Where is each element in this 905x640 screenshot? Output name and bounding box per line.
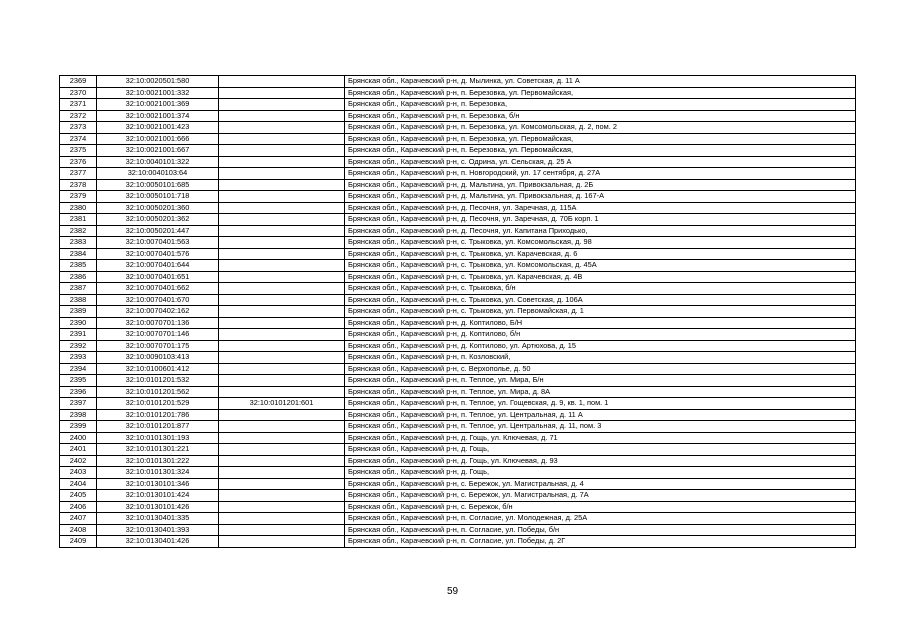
related-cadastral-cell	[219, 133, 345, 145]
table-row	[60, 225, 856, 237]
cadastral-number-cell: 32:10:0070701:146	[97, 329, 219, 341]
table-row	[60, 99, 856, 111]
table-row	[60, 214, 856, 226]
address-cell: Брянская обл., Карачевский р-н, д. Песочня, ул. Заречная, д. 115А	[345, 202, 856, 214]
row-number-cell: 2375	[60, 145, 97, 157]
table-row	[60, 76, 856, 88]
cadastral-number-cell: 32:10:0021001:369	[97, 99, 219, 111]
related-cadastral-cell	[219, 501, 345, 513]
table-row	[60, 191, 856, 203]
cadastral-number-cell: 32:10:0101301:221	[97, 444, 219, 456]
table-row	[60, 317, 856, 329]
table-row	[60, 133, 856, 145]
cadastral-number-cell: 32:10:0070401:644	[97, 260, 219, 272]
table-row	[60, 271, 856, 283]
table-row	[60, 122, 856, 134]
row-number-cell: 2392	[60, 340, 97, 352]
row-number-cell: 2398	[60, 409, 97, 421]
table-row	[60, 145, 856, 157]
table-row	[60, 524, 856, 536]
related-cadastral-cell	[219, 306, 345, 318]
cadastral-number-cell: 32:10:0070401:662	[97, 283, 219, 295]
cadastral-number-cell: 32:10:0070401:651	[97, 271, 219, 283]
row-number-cell: 2409	[60, 536, 97, 548]
row-number-cell: 2369	[60, 76, 97, 88]
address-cell: Брянская обл., Карачевский р-н, д. Мальтина, ул. Привокзальная, д. 2Б	[345, 179, 856, 191]
address-cell: Брянская обл., Карачевский р-н, п. Березовка, б/н	[345, 110, 856, 122]
row-number-cell: 2381	[60, 214, 97, 226]
address-cell: Брянская обл., Карачевский р-н, д. Мальтина, ул. Привокзальная, д. 167-А	[345, 191, 856, 203]
related-cadastral-cell: 32:10:0101201:601	[219, 398, 345, 410]
address-cell: Брянская обл., Карачевский р-н, д. Гощь,	[345, 467, 856, 479]
related-cadastral-cell	[219, 76, 345, 88]
cadastral-number-cell: 32:10:0101201:529	[97, 398, 219, 410]
related-cadastral-cell	[219, 375, 345, 387]
row-number-cell: 2407	[60, 513, 97, 525]
related-cadastral-cell	[219, 513, 345, 525]
address-cell: Брянская обл., Карачевский р-н, с. Трыковка, ул. Комсомольская, д. 45А	[345, 260, 856, 272]
table-row	[60, 467, 856, 479]
row-number-cell: 2387	[60, 283, 97, 295]
related-cadastral-cell	[219, 455, 345, 467]
cadastral-number-cell: 32:10:0090103:413	[97, 352, 219, 364]
cadastral-number-cell: 32:10:0021001:374	[97, 110, 219, 122]
related-cadastral-cell	[219, 214, 345, 226]
address-cell: Брянская обл., Карачевский р-н, с. Бережок, ул. Магистральная, д. 4	[345, 478, 856, 490]
related-cadastral-cell	[219, 478, 345, 490]
row-number-cell: 2371	[60, 99, 97, 111]
related-cadastral-cell	[219, 329, 345, 341]
table-row	[60, 87, 856, 99]
registry-table	[59, 75, 856, 548]
related-cadastral-cell	[219, 340, 345, 352]
row-number-cell: 2393	[60, 352, 97, 364]
table-row	[60, 329, 856, 341]
row-number-cell: 2373	[60, 122, 97, 134]
table-row	[60, 156, 856, 168]
row-number-cell: 2399	[60, 421, 97, 433]
related-cadastral-cell	[219, 145, 345, 157]
address-cell: Брянская обл., Карачевский р-н, с. Трыковка, ул. Карачевская, д. 6	[345, 248, 856, 260]
address-cell: Брянская обл., Карачевский р-н, п. Березовка, ул. Первомайская,	[345, 133, 856, 145]
page-number: 59	[446, 586, 459, 597]
cadastral-number-cell: 32:10:0101301:222	[97, 455, 219, 467]
row-number-cell: 2404	[60, 478, 97, 490]
cadastral-number-cell: 32:10:0050201:447	[97, 225, 219, 237]
related-cadastral-cell	[219, 191, 345, 203]
related-cadastral-cell	[219, 536, 345, 548]
row-number-cell: 2376	[60, 156, 97, 168]
row-number-cell: 2397	[60, 398, 97, 410]
address-cell: Брянская обл., Карачевский р-н, с. Одрина, ул. Сельская, д. 25 А	[345, 156, 856, 168]
cadastral-number-cell: 32:10:0070402:162	[97, 306, 219, 318]
row-number-cell: 2383	[60, 237, 97, 249]
related-cadastral-cell	[219, 260, 345, 272]
cadastral-number-cell: 32:10:0050101:685	[97, 179, 219, 191]
related-cadastral-cell	[219, 444, 345, 456]
address-cell: Брянская обл., Карачевский р-н, д. Коптилово, Б/Н	[345, 317, 856, 329]
related-cadastral-cell	[219, 294, 345, 306]
related-cadastral-cell	[219, 179, 345, 191]
related-cadastral-cell	[219, 225, 345, 237]
address-cell: Брянская обл., Карачевский р-н, с. Трыковка, ул. Карачевская, д. 4В	[345, 271, 856, 283]
address-cell: Брянская обл., Карачевский р-н, с. Трыковка, ул. Первомайская, д. 1	[345, 306, 856, 318]
related-cadastral-cell	[219, 156, 345, 168]
address-cell: Брянская обл., Карачевский р-н, п. Козловский,	[345, 352, 856, 364]
table-row	[60, 409, 856, 421]
address-cell: Брянская обл., Карачевский р-н, п. Теплое, ул. Центральная, д. 11 А	[345, 409, 856, 421]
cadastral-number-cell: 32:10:0130401:393	[97, 524, 219, 536]
cadastral-number-cell: 32:10:0021001:666	[97, 133, 219, 145]
row-number-cell: 2384	[60, 248, 97, 260]
row-number-cell: 2374	[60, 133, 97, 145]
table-row	[60, 237, 856, 249]
table-row	[60, 202, 856, 214]
related-cadastral-cell	[219, 283, 345, 295]
cadastral-number-cell: 32:10:0130101:424	[97, 490, 219, 502]
address-cell: Брянская обл., Карачевский р-н, п. Теплое, ул. Мира, Б/н	[345, 375, 856, 387]
table-row	[60, 352, 856, 364]
address-cell: Брянская обл., Карачевский р-н, д. Коптилово, ул. Артюхова, д. 15	[345, 340, 856, 352]
cadastral-number-cell: 32:10:0050201:360	[97, 202, 219, 214]
table-row	[60, 306, 856, 318]
address-cell: Брянская обл., Карачевский р-н, с. Верхополье, д. 50	[345, 363, 856, 375]
address-cell: Брянская обл., Карачевский р-н, п. Согласие, ул. Победы, б/н	[345, 524, 856, 536]
table-row	[60, 536, 856, 548]
cadastral-number-cell: 32:10:0070401:670	[97, 294, 219, 306]
table-row	[60, 294, 856, 306]
cadastral-number-cell: 32:10:0101201:532	[97, 375, 219, 387]
cadastral-number-cell: 32:10:0101301:193	[97, 432, 219, 444]
row-number-cell: 2378	[60, 179, 97, 191]
related-cadastral-cell	[219, 432, 345, 444]
row-number-cell: 2391	[60, 329, 97, 341]
row-number-cell: 2382	[60, 225, 97, 237]
row-number-cell: 2408	[60, 524, 97, 536]
cadastral-number-cell: 32:10:0101301:324	[97, 467, 219, 479]
related-cadastral-cell	[219, 317, 345, 329]
address-cell: Брянская обл., Карачевский р-н, д. Песочня, ул. Капитана Приходько,	[345, 225, 856, 237]
cadastral-number-cell: 32:10:0101201:877	[97, 421, 219, 433]
table-row	[60, 363, 856, 375]
row-number-cell: 2388	[60, 294, 97, 306]
cadastral-number-cell: 32:10:0050101:718	[97, 191, 219, 203]
related-cadastral-cell	[219, 524, 345, 536]
cadastral-number-cell: 32:10:0070701:136	[97, 317, 219, 329]
related-cadastral-cell	[219, 202, 345, 214]
cadastral-number-cell: 32:10:0070401:576	[97, 248, 219, 260]
row-number-cell: 2370	[60, 87, 97, 99]
cadastral-number-cell: 32:10:0101201:562	[97, 386, 219, 398]
table-row	[60, 421, 856, 433]
related-cadastral-cell	[219, 237, 345, 249]
address-cell: Брянская обл., Карачевский р-н, с. Трыковка, ул. Советская, д. 106А	[345, 294, 856, 306]
row-number-cell: 2396	[60, 386, 97, 398]
table-row	[60, 375, 856, 387]
table-row	[60, 386, 856, 398]
related-cadastral-cell	[219, 421, 345, 433]
related-cadastral-cell	[219, 409, 345, 421]
cadastral-number-cell: 32:10:0021001:667	[97, 145, 219, 157]
related-cadastral-cell	[219, 122, 345, 134]
row-number-cell: 2400	[60, 432, 97, 444]
row-number-cell: 2405	[60, 490, 97, 502]
address-cell: Брянская обл., Карачевский р-н, с. Бережок, ул. Магистральная, д. 7А	[345, 490, 856, 502]
cadastral-number-cell: 32:10:0040103:64	[97, 168, 219, 180]
related-cadastral-cell	[219, 352, 345, 364]
address-cell: Брянская обл., Карачевский р-н, с. Трыковка, ул. Комсомольская, д. 98	[345, 237, 856, 249]
table-row	[60, 501, 856, 513]
cadastral-number-cell: 32:10:0020501:580	[97, 76, 219, 88]
address-cell: Брянская обл., Карачевский р-н, п. Березовка, ул. Комсомольская, д. 2, пом. 2	[345, 122, 856, 134]
cadastral-number-cell: 32:10:0101201:786	[97, 409, 219, 421]
table-row	[60, 490, 856, 502]
cadastral-number-cell: 32:10:0050201:362	[97, 214, 219, 226]
address-cell: Брянская обл., Карачевский р-н, п. Березовка, ул. Первомайская,	[345, 87, 856, 99]
address-cell: Брянская обл., Карачевский р-н, п. Новгородский, ул. 17 сентября, д. 27А	[345, 168, 856, 180]
cadastral-number-cell: 32:10:0070401:563	[97, 237, 219, 249]
row-number-cell: 2386	[60, 271, 97, 283]
table-row	[60, 248, 856, 260]
address-cell: Брянская обл., Карачевский р-н, п. Согласие, ул. Молодежная, д. 25А	[345, 513, 856, 525]
address-cell: Брянская обл., Карачевский р-н, с. Бережок, б/н	[345, 501, 856, 513]
related-cadastral-cell	[219, 87, 345, 99]
related-cadastral-cell	[219, 248, 345, 260]
address-cell: Брянская обл., Карачевский р-н, п. Теплое, ул. Центральная, д. 11, пом. 3	[345, 421, 856, 433]
address-cell: Брянская обл., Карачевский р-н, п. Березовка, ул. Первомайская,	[345, 145, 856, 157]
address-cell: Брянская обл., Карачевский р-н, д. Гощь, ул. Ключевая, д. 93	[345, 455, 856, 467]
address-cell: Брянская обл., Карачевский р-н, д. Гощь, ул. Ключевая, д. 71	[345, 432, 856, 444]
row-number-cell: 2403	[60, 467, 97, 479]
related-cadastral-cell	[219, 490, 345, 502]
table-row	[60, 432, 856, 444]
row-number-cell: 2395	[60, 375, 97, 387]
address-cell: Брянская обл., Карачевский р-н, п. Березовка,	[345, 99, 856, 111]
related-cadastral-cell	[219, 386, 345, 398]
address-cell: Брянская обл., Карачевский р-н, д. Коптилово, б/н	[345, 329, 856, 341]
table-row	[60, 110, 856, 122]
cadastral-number-cell: 32:10:0130101:426	[97, 501, 219, 513]
related-cadastral-cell	[219, 271, 345, 283]
related-cadastral-cell	[219, 168, 345, 180]
cadastral-number-cell: 32:10:0130101:346	[97, 478, 219, 490]
address-cell: Брянская обл., Карачевский р-н, с. Трыковка, б/н	[345, 283, 856, 295]
related-cadastral-cell	[219, 110, 345, 122]
row-number-cell: 2406	[60, 501, 97, 513]
address-cell: Брянская обл., Карачевский р-н, д. Песочня, ул. Заречная, д. 70Б корп. 1	[345, 214, 856, 226]
row-number-cell: 2379	[60, 191, 97, 203]
row-number-cell: 2380	[60, 202, 97, 214]
cadastral-number-cell: 32:10:0130401:335	[97, 513, 219, 525]
table-row	[60, 283, 856, 295]
row-number-cell: 2389	[60, 306, 97, 318]
row-number-cell: 2394	[60, 363, 97, 375]
row-number-cell: 2401	[60, 444, 97, 456]
table-row	[60, 340, 856, 352]
address-cell: Брянская обл., Карачевский р-н, п. Теплое, ул. Мира, д. 8А	[345, 386, 856, 398]
related-cadastral-cell	[219, 467, 345, 479]
address-cell: Брянская обл., Карачевский р-н, п. Согласие, ул. Победы, д. 2Г	[345, 536, 856, 548]
table-row	[60, 513, 856, 525]
address-cell: Брянская обл., Карачевский р-н, д. Мылинка, ул. Советская, д. 11 А	[345, 76, 856, 88]
address-cell: Брянская обл., Карачевский р-н, п. Теплое, ул. Гощевская, д. 9, кв. 1, пом. 1	[345, 398, 856, 410]
registry-table-body	[60, 76, 856, 548]
row-number-cell: 2402	[60, 455, 97, 467]
table-row	[60, 478, 856, 490]
related-cadastral-cell	[219, 99, 345, 111]
table-row	[60, 398, 856, 410]
related-cadastral-cell	[219, 363, 345, 375]
row-number-cell: 2372	[60, 110, 97, 122]
row-number-cell: 2390	[60, 317, 97, 329]
cadastral-number-cell: 32:10:0070701:175	[97, 340, 219, 352]
table-row	[60, 168, 856, 180]
row-number-cell: 2377	[60, 168, 97, 180]
table-row	[60, 260, 856, 272]
table-row	[60, 444, 856, 456]
cadastral-number-cell: 32:10:0130401:426	[97, 536, 219, 548]
cadastral-number-cell: 32:10:0100601:412	[97, 363, 219, 375]
table-row	[60, 179, 856, 191]
address-cell: Брянская обл., Карачевский р-н, д. Гощь,	[345, 444, 856, 456]
table-row	[60, 455, 856, 467]
cadastral-number-cell: 32:10:0021001:423	[97, 122, 219, 134]
cadastral-number-cell: 32:10:0040101:322	[97, 156, 219, 168]
row-number-cell: 2385	[60, 260, 97, 272]
cadastral-number-cell: 32:10:0021001:332	[97, 87, 219, 99]
